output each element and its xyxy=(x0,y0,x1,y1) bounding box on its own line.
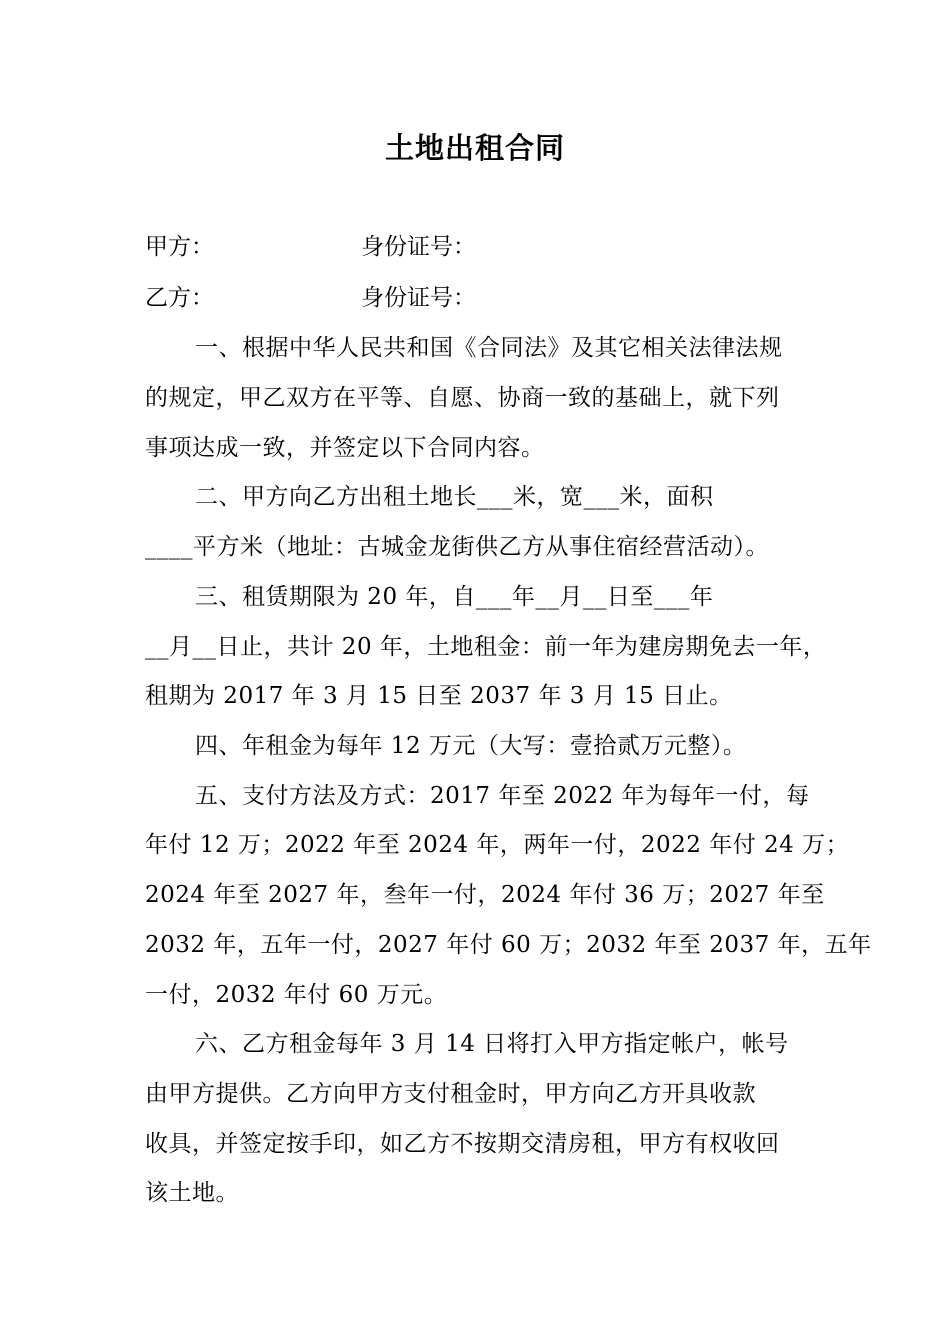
party-a-label: 甲方： xyxy=(145,234,214,260)
clause-6-line-4: 该土地。 xyxy=(145,1180,239,1206)
party-b-id-label: 身份证号： xyxy=(361,285,476,311)
clause-6-line-1: 六、乙方租金每年 3 月 14 日将打入甲方指定帐户，帐号 xyxy=(195,1031,789,1057)
clause-1-line-1: 一、根据中华人民共和国《合同法》及其它相关法律法规 xyxy=(195,335,783,361)
clause-5-line-1: 五、支付方法及方式：2017 年至 2022 年为每年一付，每 xyxy=(195,783,810,809)
clause-2-line-1: 二、甲方向乙方出租土地长___米，宽___米，面积 xyxy=(195,484,714,510)
document-title: 土地出租合同 xyxy=(384,131,565,165)
clause-1-line-3: 事项达成一致，并签定以下合同内容。 xyxy=(145,435,545,461)
clause-2-line-2: ____平方米（地址：古城金龙街供乙方从事住宿经营活动）。 xyxy=(145,534,769,560)
clause-5-line-4: 2032 年，五年一付，2027 年付 60 万；2032 年至 2037 年，五年 xyxy=(145,932,872,958)
clause-1-line-2: 的规定，甲乙双方在平等、自愿、协商一致的基础上，就下列 xyxy=(145,385,780,411)
clause-3-line-3: 租期为 2017 年 3 月 15 日至 2037 年 3 月 15 日止。 xyxy=(145,683,733,709)
clause-6-line-2: 由甲方提供。乙方向甲方支付租金时，甲方向乙方开具收款 xyxy=(145,1081,756,1107)
party-a-id-label: 身份证号： xyxy=(361,234,476,260)
clause-5-line-5: 一付，2032 年付 60 万元。 xyxy=(145,982,448,1008)
clause-4-line-1: 四、年租金为每年 12 万元（大写：壹拾贰万元整）。 xyxy=(195,733,747,759)
clause-5-line-2: 年付 12 万；2022 年至 2024 年，两年一付，2022 年付 24 万； xyxy=(145,832,850,858)
clause-6-line-3: 收具，并签定按手印，如乙方不按期交清房租，甲方有权收回 xyxy=(145,1131,780,1157)
party-b-label: 乙方： xyxy=(145,285,214,311)
clause-5-line-3: 2024 年至 2027 年，叁年一付，2024 年付 36 万；2027 年至 xyxy=(145,882,825,908)
clause-3-line-1: 三、租赁期限为 20 年，自___年__月__日至___年 xyxy=(195,584,714,610)
clause-3-line-2: __月__日止，共计 20 年，土地租金：前一年为建房期免去一年， xyxy=(145,634,827,660)
